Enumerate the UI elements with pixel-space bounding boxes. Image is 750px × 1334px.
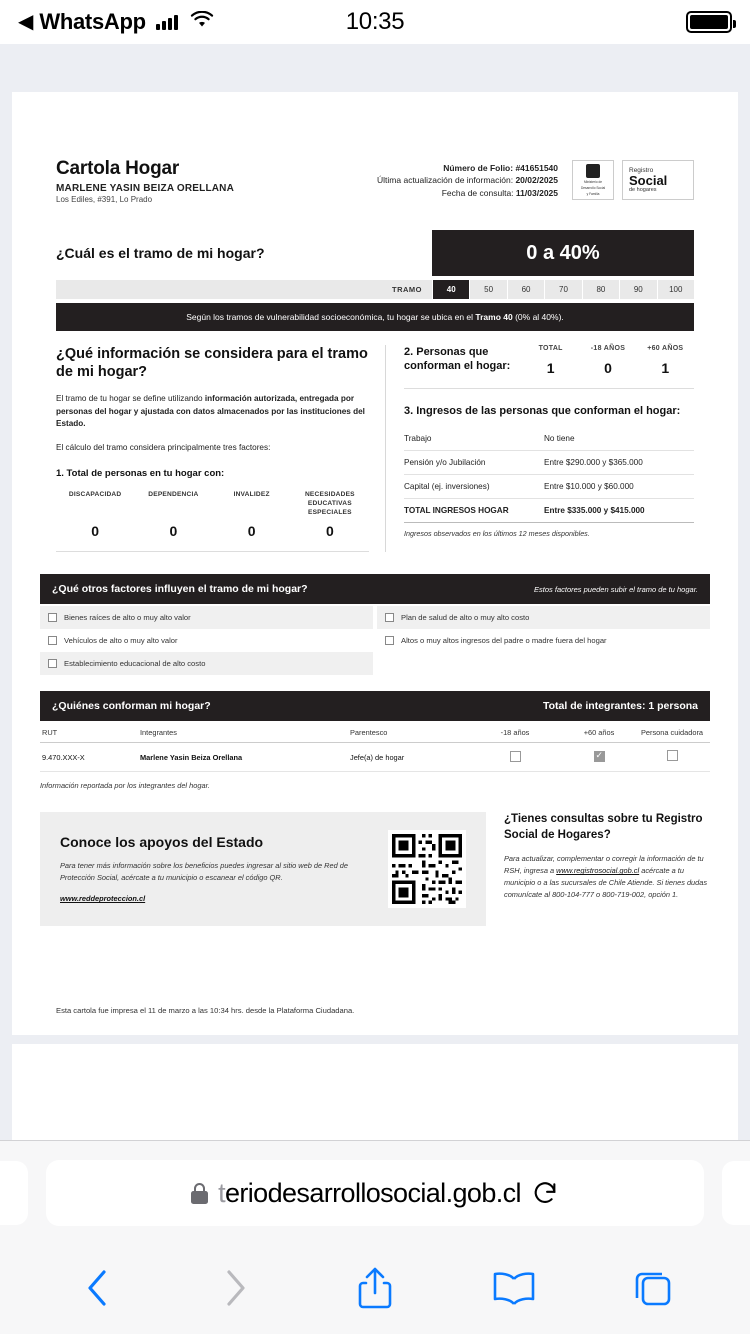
- income-value: Entre $10.000 y $60.000: [544, 482, 634, 491]
- url-text[interactable]: [218, 1178, 521, 1209]
- consultas-text-b: acércate a tu municipio o a las sucursales de Chile Atiende. Si tienes dudas comunícate al 800-104-777 o 800-719-002, opción 1.: [504, 866, 708, 899]
- support-box: [40, 812, 486, 926]
- persons-under18-value: 0: [604, 360, 612, 376]
- factor-value-invalidez: 0: [247, 523, 256, 540]
- header-over60: +60 años: [583, 728, 615, 738]
- printed-note: Esta cartola fue impresa el 11 de marzo a las 10:34 hrs. desde la Plataforma Ciudadana.: [56, 1006, 355, 1016]
- income-value: Entre $290.000 y $365.000: [544, 458, 643, 467]
- factor-checkbox-item[interactable]: [40, 652, 373, 675]
- factor-checkbox-label: Bienes raíces de alto o muy alto valor: [64, 613, 191, 623]
- members-title: ¿Quiénes conforman mi hogar?: [52, 700, 211, 713]
- folio-value: #41651540: [515, 163, 558, 173]
- tramo-scale-ticks: [432, 280, 694, 299]
- cell-caregiver: [634, 750, 710, 764]
- consultas-title: ¿Tienes consultas sobre tu Registro Social de Hogares?: [504, 813, 703, 841]
- support-section: [40, 812, 710, 926]
- document-meta: [377, 158, 558, 199]
- tramo-tick-80: 80: [582, 280, 619, 299]
- header-caregiver: Persona cuidadora: [640, 727, 704, 737]
- tramo-value-box: 0 a 40%: [432, 230, 694, 276]
- lock-icon: [191, 1183, 208, 1204]
- other-factors-left-column: [40, 606, 373, 675]
- persons-numbers: [522, 345, 694, 376]
- query-line: [377, 187, 558, 199]
- tramo-tick-100: 100: [657, 280, 694, 299]
- checkbox-checked-icon[interactable]: [594, 751, 605, 762]
- checkbox-icon[interactable]: [48, 613, 57, 622]
- person-address: Los Ediles, #391, Lo Prado: [56, 195, 153, 204]
- back-button[interactable]: [69, 1260, 125, 1316]
- persons-over60-value: 1: [661, 360, 670, 376]
- income-concept: Trabajo: [404, 434, 432, 443]
- persons-under18: [579, 345, 636, 376]
- info-paragraph-1: [56, 393, 369, 430]
- persons-title: 2. Personas que conforman el hogar:: [404, 346, 511, 373]
- support-text-block: [60, 834, 388, 904]
- factors-table: [56, 491, 369, 552]
- gob-logo-line1: Ministerio de: [583, 180, 603, 184]
- income-total-label: TOTAL INGRESOS HOGAR: [404, 506, 509, 515]
- update-label: Última actualización de información:: [377, 175, 514, 186]
- url-text-main: eriodesarrollosocial.gob.cl: [224, 1177, 521, 1208]
- factor-label-invalidez: INVALIDEZ: [233, 491, 270, 499]
- consultas-text: [504, 853, 710, 900]
- other-factors-band: [40, 574, 710, 604]
- tramo-tick-70: 70: [544, 280, 581, 299]
- folio-label: Número de Folio:: [443, 163, 514, 173]
- tramo-note-prefix: Según los tramos de vulnerabilidad socioeconómica, tu hogar se ubica en el: [186, 312, 476, 322]
- other-factors-title: ¿Qué otros factores influyen el tramo de mi hogar?: [52, 583, 308, 596]
- factor-cell-invalidez: [213, 491, 291, 551]
- factor-checkbox-item[interactable]: [377, 629, 710, 652]
- factor-value-dependencia: 0: [169, 523, 178, 540]
- factor-checkbox-item[interactable]: [377, 606, 710, 629]
- rsh-logo-line3: de hogares: [629, 187, 657, 193]
- divider: [404, 388, 694, 389]
- factor-value-discapacidad: 0: [91, 523, 100, 540]
- back-to-app-label[interactable]: WhatsApp: [39, 9, 146, 34]
- cartola-document: [12, 92, 738, 1035]
- rsh-logo-line1: Registro: [629, 167, 654, 174]
- info-heading: ¿Qué información se considera para el tramo de mi hogar?: [56, 346, 368, 381]
- cell-over60: [564, 751, 634, 764]
- other-factors-right-column: [377, 606, 710, 675]
- other-factors-grid: [40, 606, 710, 675]
- income-total-value: Entre $335.000 y $415.000: [544, 506, 645, 515]
- factor-cell-dependencia: [134, 491, 212, 551]
- info-columns: [56, 345, 694, 552]
- persons-total: [522, 345, 579, 376]
- persons-over60: [637, 345, 694, 376]
- cell-rut: 9.470.XXX-X: [42, 752, 85, 762]
- income-table: [404, 427, 694, 523]
- members-table-header: [40, 721, 710, 743]
- factor1-title: 1. Total de personas en tu hogar con:: [56, 468, 225, 480]
- registro-social-logo-icon: [622, 160, 694, 200]
- persons-over60-label: +60 AÑOS: [647, 345, 684, 352]
- checkbox-icon[interactable]: [385, 636, 394, 645]
- checkbox-icon[interactable]: [667, 750, 678, 761]
- support-text: Para tener más información sobre los beneficios puedes ingresar al sitio web de Red de Protección Social, acércate a tu municipio o escanear el código QR.: [60, 861, 348, 882]
- document-next-page: [12, 1044, 738, 1140]
- browser-toolbar: [0, 1140, 750, 1334]
- info-paragraph-2: El cálculo del tramo considera principalmente tres factores:: [56, 443, 271, 453]
- members-band: [40, 691, 710, 721]
- income-note: Ingresos observados en los últimos 12 meses disponibles.: [404, 529, 590, 538]
- persons-total-label: TOTAL: [538, 345, 563, 352]
- persons-under18-label: -18 AÑOS: [590, 345, 626, 352]
- person-name: MARLENE YASIN BEIZA ORELLANA: [56, 183, 235, 194]
- header-under18: -18 años: [500, 728, 530, 738]
- tramo-note-bold: Tramo 40: [475, 312, 513, 322]
- query-value: 11/03/2025: [515, 187, 558, 198]
- checkbox-icon[interactable]: [48, 636, 57, 645]
- factor-checkbox-item[interactable]: [40, 629, 373, 652]
- factor-label-dependencia: DEPENDENCIA: [148, 491, 199, 499]
- consultas-box: [504, 812, 710, 926]
- factor-label-necesidades: NECESIDADES EDUCATIVAS ESPECIALES: [304, 491, 355, 516]
- url-row: [0, 1141, 750, 1245]
- status-bar-clock: 10:35: [345, 8, 405, 35]
- tramo-question: ¿Cuál es el tramo de mi hogar?: [56, 245, 265, 261]
- tabs-button[interactable]: [625, 1260, 681, 1316]
- header-parentesco: Parentesco: [350, 728, 388, 738]
- bookmarks-button[interactable]: [486, 1260, 542, 1316]
- tramo-note: [56, 303, 694, 331]
- members-table: [40, 721, 710, 790]
- factor-checkbox-label: Plan de salud de alto o muy alto costo: [401, 613, 530, 623]
- factor-checkbox-label: Altos o muy altos ingresos del padre o madre fuera del hogar: [401, 636, 607, 646]
- address-bar[interactable]: [46, 1160, 704, 1226]
- checkbox-icon[interactable]: [48, 659, 57, 668]
- gob-logo-line2: Desarrollo Social: [580, 186, 606, 190]
- page-title: Cartola Hogar: [56, 158, 180, 179]
- cell-name: Marlene Yasin Beiza Orellana: [140, 752, 243, 762]
- factor-label-discapacidad: DISCAPACIDAD: [68, 491, 122, 499]
- document-header: [56, 92, 694, 204]
- members-footnote: Información reportada por los integrantes del hogar.: [40, 781, 210, 791]
- battery-icon: [686, 11, 732, 33]
- factor-value-necesidades: 0: [325, 523, 334, 540]
- web-content[interactable]: [0, 44, 750, 1140]
- update-value: 20/02/2025: [515, 175, 558, 186]
- cell-relation: Jefe(a) de hogar: [350, 752, 405, 762]
- income-title: 3. Ingresos de las personas que conforman el hogar:: [404, 405, 681, 417]
- back-to-app-icon[interactable]: ◀: [18, 11, 34, 33]
- tramo-question-row: [56, 230, 694, 276]
- tab-peek-right[interactable]: [722, 1161, 750, 1225]
- tramo-tick-90: 90: [619, 280, 656, 299]
- header-rut: RUT: [42, 728, 58, 738]
- consultas-link[interactable]: www.registrosocial.gob.cl: [556, 866, 640, 876]
- factor-cell-discapacidad: [56, 491, 134, 551]
- factor-checkbox-label: Vehículos de alto o muy alto valor: [64, 636, 178, 646]
- url-text-dim: t: [218, 1177, 225, 1208]
- factor-checkbox-label: Establecimiento educacional de alto costo: [64, 659, 206, 669]
- info-paragraph-1b: información autorizada, entregada por personas del hogar y ajustada con datos almacenados por las instituciones del Estado.: [56, 394, 365, 428]
- tramo-tick-40: 40: [432, 280, 469, 299]
- checkbox-icon[interactable]: [510, 751, 521, 762]
- income-concept: Capital (ej. inversiones): [404, 482, 490, 491]
- table-row: [40, 743, 710, 772]
- persons-total-value: 1: [546, 360, 555, 376]
- update-line: [377, 174, 558, 186]
- tramo-tick-50: 50: [469, 280, 506, 299]
- tab-peek-left[interactable]: [0, 1161, 28, 1225]
- logos: [572, 158, 694, 200]
- folio-line: [377, 162, 558, 174]
- tramo-scale: [56, 280, 694, 299]
- income-value: No tiene: [544, 434, 575, 443]
- cell-under18: [466, 751, 564, 764]
- browser-tool-row: [0, 1245, 750, 1331]
- checkbox-icon[interactable]: [385, 613, 394, 622]
- status-bar-right: [686, 11, 732, 33]
- query-label: Fecha de consulta:: [441, 187, 514, 198]
- tramo-scale-label: TRAMO: [392, 285, 422, 294]
- gob-logo-line3: y Familia: [586, 192, 600, 196]
- rsh-logo-line2: Social: [629, 173, 668, 188]
- support-title: Conoce los apoyos del Estado: [60, 834, 264, 851]
- support-link[interactable]: www.reddeproteccion.cl: [60, 894, 146, 904]
- qr-code-icon: [388, 830, 466, 908]
- tramo-note-suffix: (0% al 40%).: [512, 312, 564, 322]
- info-column-right: [386, 345, 694, 552]
- consultas-text-a: Para actualizar, complementar o corregir la información de tu RSH, ingresa a: [504, 854, 704, 876]
- persons-section: [404, 345, 694, 376]
- income-row: [404, 451, 694, 475]
- income-row: [404, 475, 694, 499]
- forward-button[interactable]: [208, 1260, 264, 1316]
- status-bar: [0, 0, 750, 44]
- factor-cell-necesidades: [291, 491, 369, 551]
- income-total-row: [404, 499, 694, 523]
- reload-icon[interactable]: [531, 1179, 559, 1207]
- document-header-identity: [56, 158, 377, 204]
- income-concept: Pensión y/o Jubilación: [404, 458, 486, 467]
- tramo-tick-60: 60: [507, 280, 544, 299]
- factor-checkbox-item[interactable]: [40, 606, 373, 629]
- gobierno-logo-icon: [572, 160, 614, 200]
- other-factors-note: Estos factores pueden subir el tramo de tu hogar.: [534, 584, 698, 594]
- info-paragraph-1a: El tramo de tu hogar se define utilizando: [56, 394, 205, 404]
- header-integrantes: Integrantes: [140, 728, 177, 738]
- income-row: [404, 427, 694, 451]
- info-column-left: [56, 345, 386, 552]
- members-total: Total de integrantes: 1 persona: [542, 700, 698, 713]
- share-button[interactable]: [347, 1260, 403, 1316]
